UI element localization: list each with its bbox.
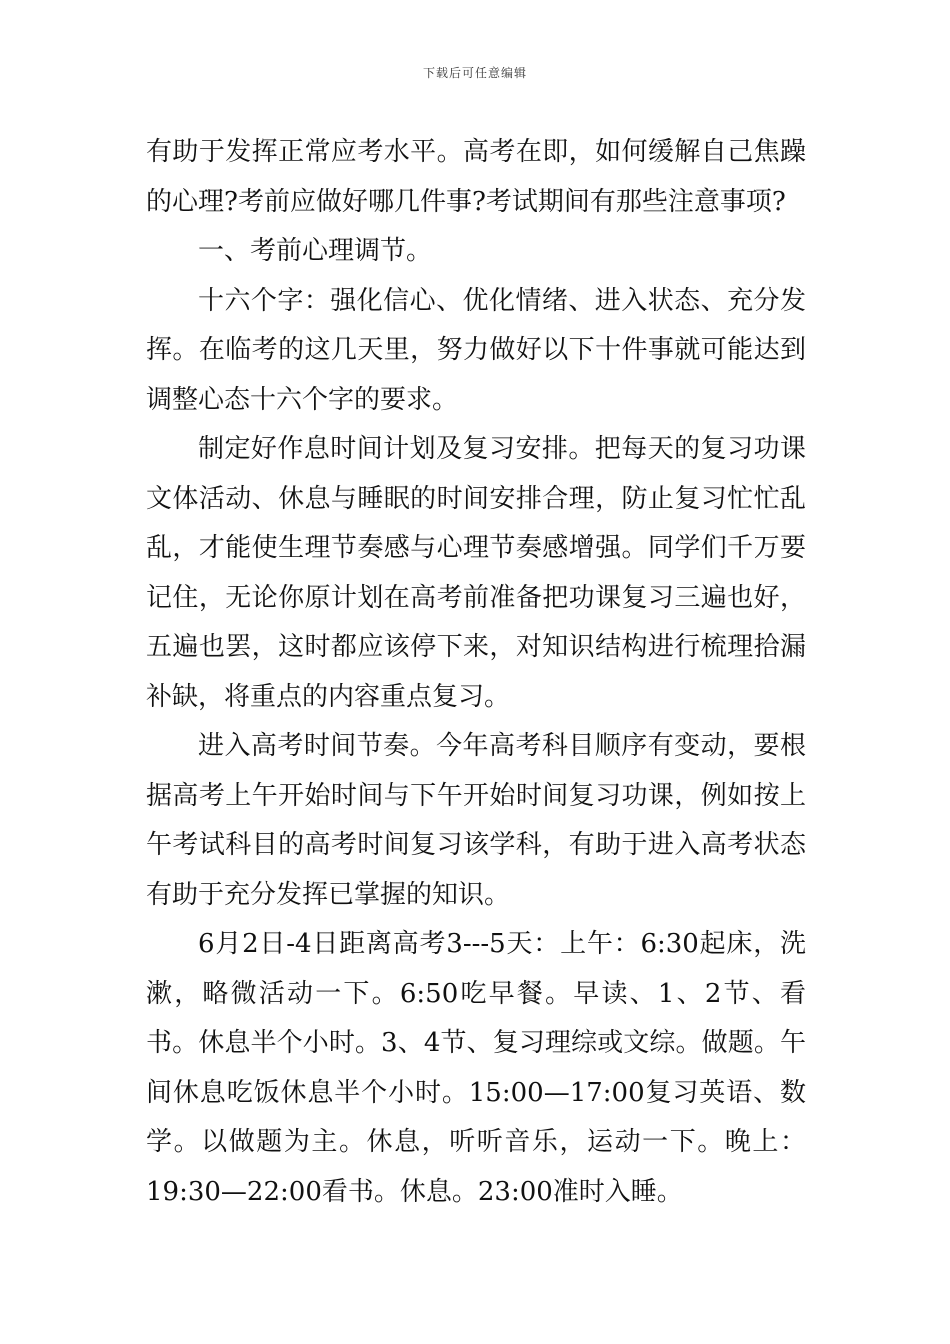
paragraph-4: 制定好作息时间计划及复习安排。把每天的复习功课文体活动、休息与睡眠的时间安排合理，防止复习忙忙乱乱，才能使生理节奏感与心理节奏感增强。同学们千万要记住，无论你原计划在高考前准备把功课复习三遍也好，五遍也罢，这时都应该停下来，对知识结构进行梳理拾漏补缺，将重点的内容重点复习。 <box>146 434 806 712</box>
paragraph-3: 十六个字：强化信心、优化情绪、进入状态、充分发挥。在临考的这几天里，努力做好以下十件事就可能达到调整心态十六个字的要求。 <box>146 285 806 415</box>
paragraph-2: 一、考前心理调节。 <box>198 236 433 266</box>
page-header: 下载后可任意编辑 <box>422 66 527 80</box>
paragraph-1: 有助于发挥正常应考水平。高考在即，如何缓解自己焦躁的心理?考前应做好哪几件事?考试期间有那些注意事项? <box>146 137 806 217</box>
paragraph-6: 6月2日-4日距离高考3---5天：上午：6:30起床，洗漱，略微活动一下。6:50吃早餐。早读、1、2节、看书。休息半个小时。3、4节、复习理综或文综。做题。午间休息吃饭休息半个小时。15:00—17:00复习英语、数学。以做题为主。休息，听听音乐，运动一下。晚上：19:30—22:00看书。休息。23:00准时入睡。 <box>146 929 806 1207</box>
document-body <box>146 128 806 1217</box>
paragraph-5: 进入高考时间节奏。今年高考科目顺序有变动，要根据高考上午开始时间与下午开始时间复习功课，例如按上午考试科目的高考时间复习该学科，有助于进入高考状态有助于充分发挥已掌握的知识。 <box>146 731 806 910</box>
